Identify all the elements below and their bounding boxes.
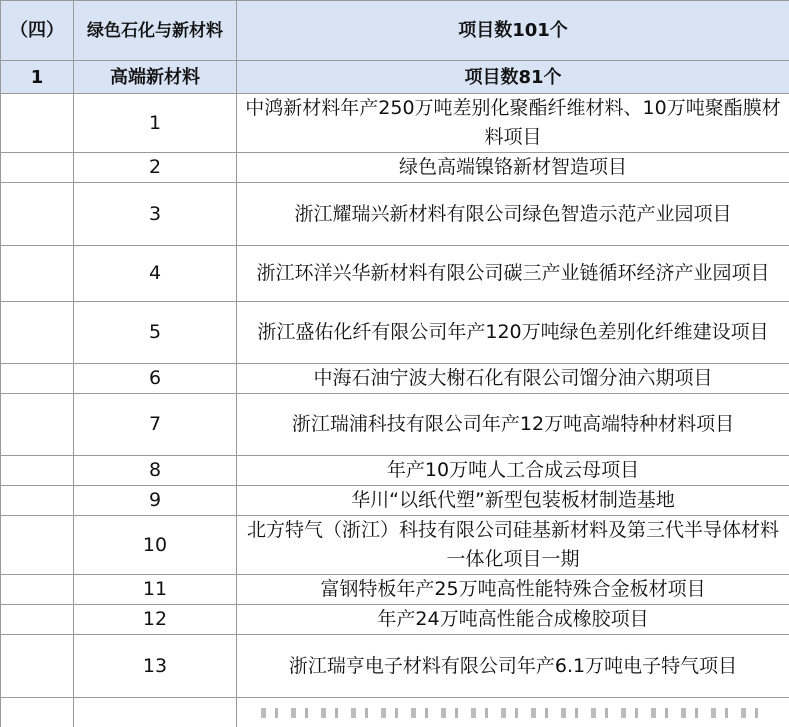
table-row: [1, 635, 789, 698]
project-name-cell: 北方特气（浙江）科技有限公司硅基新材料及第三代半导体材料一体化项目一期: [237, 516, 789, 575]
project-name-cell: 浙江盛佑化纤有限公司年产120万吨绿色差别化纤维建设项目: [237, 302, 789, 364]
row-empty-cell: [1, 456, 74, 486]
row-empty-cell: [1, 575, 74, 605]
subcategory-index-cell: 1: [1, 61, 74, 94]
cutoff-row: [1, 698, 789, 727]
row-number-cell: 8: [74, 456, 237, 486]
subcategory-row: [1, 61, 789, 94]
cutoff-cell: [237, 698, 789, 727]
project-name-cell: 中鸿新材料年产250万吨差别化聚酯纤维材料、10万吨聚酯膜材料项目: [237, 94, 789, 153]
table-row: [1, 605, 789, 635]
project-name-cell: 年产10万吨人工合成云母项目: [237, 456, 789, 486]
row-number-cell: 9: [74, 486, 237, 516]
table-row: [1, 364, 789, 394]
table-row: [1, 486, 789, 516]
table-row: [1, 575, 789, 605]
cutoff-cell: [74, 698, 237, 727]
cutoff-text-fragment: [261, 708, 765, 718]
project-name-cell: 中海石油宁波大榭石化有限公司馏分油六期项目: [237, 364, 789, 394]
row-empty-cell: [1, 302, 74, 364]
project-name-cell: 绿色高端镍铬新材智造项目: [237, 153, 789, 183]
subcategory-name-cell: 高端新材料: [74, 61, 237, 94]
table-row: [1, 394, 789, 456]
row-empty-cell: [1, 486, 74, 516]
table-row: [1, 516, 789, 575]
row-number-cell: 2: [74, 153, 237, 183]
row-empty-cell: [1, 635, 74, 698]
row-number-cell: 11: [74, 575, 237, 605]
table-row: [1, 153, 789, 183]
row-empty-cell: [1, 394, 74, 456]
row-empty-cell: [1, 364, 74, 394]
table-row: [1, 183, 789, 246]
cutoff-cell: [1, 698, 74, 727]
row-number-cell: 4: [74, 246, 237, 302]
row-empty-cell: [1, 516, 74, 575]
category-count-cell: 项目数101个: [237, 1, 789, 61]
subcategory-count-cell: 项目数81个: [237, 61, 789, 94]
project-name-cell: 富钢特板年产25万吨高性能特殊合金板材项目: [237, 575, 789, 605]
project-name-cell: 华川“以纸代塑”新型包装板材制造基地: [237, 486, 789, 516]
table-row: [1, 456, 789, 486]
category-name-cell: 绿色石化与新材料: [74, 1, 237, 61]
row-number-cell: 6: [74, 364, 237, 394]
row-empty-cell: [1, 183, 74, 246]
row-number-cell: 5: [74, 302, 237, 364]
row-empty-cell: [1, 246, 74, 302]
row-number-cell: 7: [74, 394, 237, 456]
table-row: [1, 246, 789, 302]
row-empty-cell: [1, 605, 74, 635]
project-name-cell: 浙江瑞亨电子材料有限公司年产6.1万吨电子特气项目: [237, 635, 789, 698]
row-number-cell: 1: [74, 94, 237, 153]
row-empty-cell: [1, 94, 74, 153]
row-empty-cell: [1, 153, 74, 183]
project-name-cell: 浙江瑞浦科技有限公司年产12万吨高端特种材料项目: [237, 394, 789, 456]
row-number-cell: 3: [74, 183, 237, 246]
project-name-cell: 浙江耀瑞兴新材料有限公司绿色智造示范产业园项目: [237, 183, 789, 246]
table-row: [1, 302, 789, 364]
row-number-cell: 13: [74, 635, 237, 698]
row-number-cell: 12: [74, 605, 237, 635]
table-row: [1, 94, 789, 153]
table-header-row: [1, 1, 789, 61]
category-index-cell: （四）: [1, 1, 74, 61]
project-name-cell: 年产24万吨高性能合成橡胶项目: [237, 605, 789, 635]
row-number-cell: 10: [74, 516, 237, 575]
project-name-cell: 浙江环洋兴华新材料有限公司碳三产业链循环经济产业园项目: [237, 246, 789, 302]
